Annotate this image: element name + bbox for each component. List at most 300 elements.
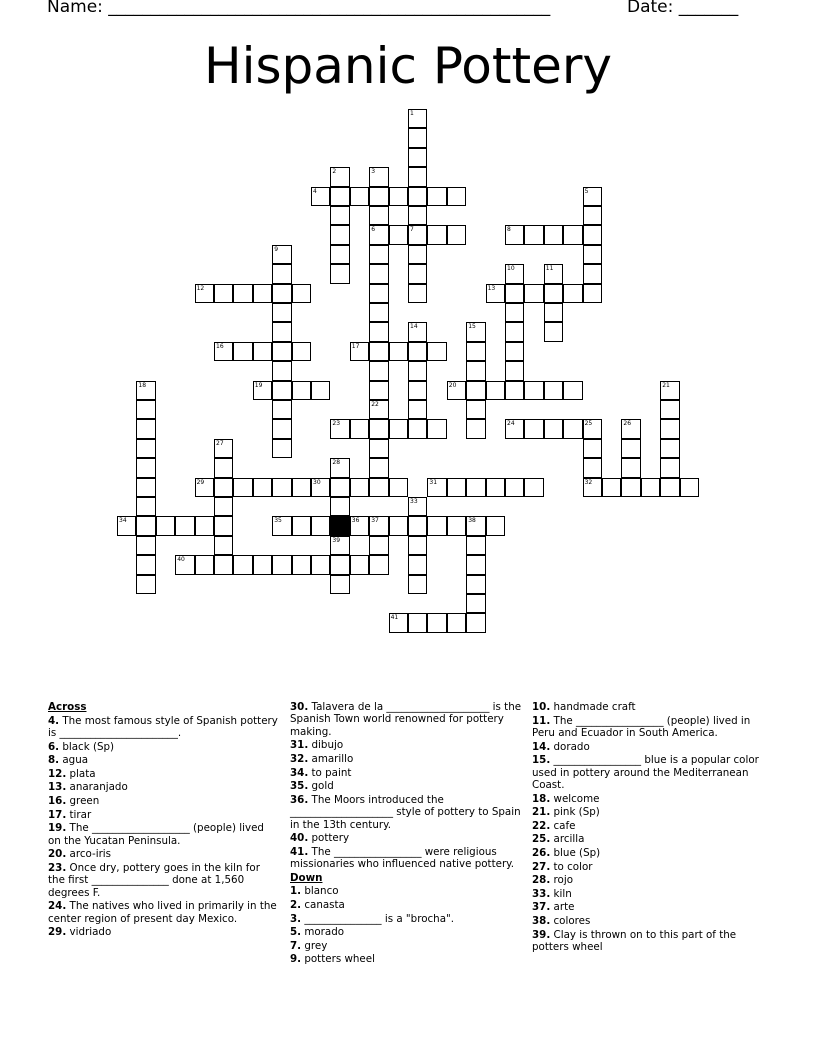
clue-item — [290, 753, 522, 765]
crossword-cell[interactable] — [136, 439, 155, 458]
crossword-cell[interactable] — [350, 555, 369, 574]
crossword-cell[interactable] — [544, 284, 563, 303]
crossword-cell[interactable] — [660, 419, 679, 438]
crossword-cell[interactable] — [389, 342, 408, 361]
crossword-cell[interactable] — [195, 478, 214, 497]
crossword-cell[interactable] — [408, 342, 427, 361]
crossword-cell[interactable] — [253, 381, 272, 400]
clue-item-number: 35. — [290, 780, 309, 793]
crossword-cell[interactable] — [330, 458, 349, 477]
crossword-cell[interactable] — [389, 187, 408, 206]
crossword-cell[interactable] — [466, 381, 485, 400]
crossword-cell[interactable] — [466, 594, 485, 613]
crossword-cell[interactable] — [408, 322, 427, 341]
crossword-cell[interactable] — [486, 284, 505, 303]
crossword-cell[interactable] — [330, 575, 349, 594]
crossword-cell[interactable] — [563, 284, 582, 303]
crossword-cell[interactable] — [583, 264, 602, 283]
crossword-cell[interactable] — [524, 419, 543, 438]
crossword-cell[interactable] — [621, 439, 640, 458]
crossword-cell[interactable] — [369, 400, 388, 419]
clue-item-text: The most famous style of Spanish pottery is _______________________. — [48, 714, 278, 739]
page-title: Hispanic Pottery — [204, 37, 612, 95]
crossword-cell[interactable] — [330, 245, 349, 264]
crossword-cell[interactable] — [136, 381, 155, 400]
crossword-cell[interactable] — [466, 516, 485, 535]
clue-item — [290, 953, 522, 965]
crossword-cell[interactable] — [369, 187, 388, 206]
crossword-cell[interactable] — [427, 225, 446, 244]
crossword-cell[interactable] — [505, 381, 524, 400]
crossword-cell[interactable] — [214, 555, 233, 574]
clue-number: 34 — [119, 517, 127, 525]
crossword-cell[interactable] — [136, 458, 155, 477]
crossword-cell[interactable] — [408, 497, 427, 516]
crossword-cell[interactable] — [195, 516, 214, 535]
crossword-cell[interactable] — [544, 225, 563, 244]
crossword-cell[interactable] — [583, 245, 602, 264]
clue-item-text: pottery — [308, 832, 350, 845]
crossword-cell[interactable] — [563, 381, 582, 400]
crossword-cell[interactable] — [369, 381, 388, 400]
crossword-cell[interactable] — [427, 187, 446, 206]
crossword-cell[interactable] — [408, 400, 427, 419]
crossword-cell[interactable] — [583, 439, 602, 458]
crossword-cell[interactable] — [330, 555, 349, 574]
clue-item-number: 28. — [532, 874, 551, 887]
crossword-cell[interactable] — [272, 245, 291, 264]
crossword-cell[interactable] — [272, 381, 291, 400]
crossword-cell[interactable] — [272, 400, 291, 419]
crossword-cell[interactable] — [330, 225, 349, 244]
crossword-cell[interactable] — [505, 322, 524, 341]
crossword-cell[interactable] — [311, 478, 330, 497]
crossword-cell[interactable] — [233, 284, 252, 303]
crossword-cell[interactable] — [311, 516, 330, 535]
crossword-cell[interactable] — [544, 303, 563, 322]
clue-number: 13 — [487, 284, 496, 292]
crossword-cell[interactable] — [408, 187, 427, 206]
crossword-cell[interactable] — [369, 419, 388, 438]
crossword-cell[interactable] — [292, 516, 311, 535]
crossword-cell[interactable] — [466, 400, 485, 419]
clue-item — [290, 885, 522, 897]
crossword-cell[interactable] — [408, 613, 427, 632]
clue-item-text: canasta — [301, 898, 345, 911]
crossword-cell[interactable] — [156, 516, 175, 535]
crossword-cell[interactable] — [427, 419, 446, 438]
crossword-cell[interactable] — [136, 516, 155, 535]
crossword-cell[interactable] — [233, 555, 252, 574]
crossword-cell[interactable] — [602, 478, 621, 497]
clue-number: 16 — [216, 342, 224, 350]
crossword-cell[interactable] — [330, 264, 349, 283]
crossword-cell[interactable] — [524, 381, 543, 400]
clue-item-text: colores — [550, 914, 591, 927]
clue-item-number: 41. — [290, 845, 309, 858]
crossword-cell[interactable] — [505, 419, 524, 438]
crossword-cell[interactable] — [195, 555, 214, 574]
crossword-cell[interactable] — [136, 536, 155, 555]
crossword-cell[interactable] — [408, 381, 427, 400]
crossword-cell[interactable] — [583, 225, 602, 244]
crossword-cell[interactable] — [136, 555, 155, 574]
crossword-cell[interactable] — [272, 342, 291, 361]
clue-item-number: 30. — [290, 701, 309, 713]
crossword-cell[interactable] — [447, 381, 466, 400]
clue-column-1 — [48, 701, 280, 940]
clue-item-text: anaranjado — [66, 781, 128, 794]
crossword-cell[interactable] — [369, 478, 388, 497]
clue-item — [48, 741, 280, 753]
crossword-cell[interactable] — [272, 439, 291, 458]
crossword-cell[interactable] — [660, 439, 679, 458]
crossword-cell[interactable] — [253, 342, 272, 361]
clue-number: 25 — [584, 420, 593, 428]
crossword-cell[interactable] — [136, 400, 155, 419]
clue-item-text: tirar — [66, 808, 92, 821]
crossword-cell[interactable] — [292, 555, 311, 574]
clue-item — [290, 794, 522, 831]
clue-number: 21 — [662, 381, 670, 389]
crossword-cell[interactable] — [233, 342, 252, 361]
clue-item-text: arte — [550, 901, 575, 914]
clue-item-number: 16. — [48, 794, 67, 807]
crossword-cell[interactable] — [466, 575, 485, 594]
clue-number: 41 — [390, 614, 399, 622]
crossword-cell[interactable] — [272, 478, 291, 497]
clue-number: 33 — [410, 498, 418, 505]
crossword-cell[interactable] — [408, 284, 427, 303]
crossword-cell[interactable] — [117, 516, 136, 535]
crossword-cell[interactable] — [427, 613, 446, 632]
clue-number: 6 — [371, 226, 376, 234]
clue-item-text: The Moors introduced the ____________________ style of pottery to Spain in the 13th century. — [290, 793, 521, 831]
crossword-cell[interactable] — [660, 381, 679, 400]
crossword-cell[interactable] — [389, 478, 408, 497]
clue-item — [532, 888, 768, 900]
clue-item — [532, 754, 768, 791]
crossword-cell[interactable] — [350, 478, 369, 497]
crossword-cell[interactable] — [272, 361, 291, 380]
clue-item — [290, 739, 522, 751]
crossword-cell[interactable] — [486, 516, 505, 535]
crossword-cell[interactable] — [621, 458, 640, 477]
clue-item-number: 25. — [532, 833, 551, 846]
crossword-cell[interactable] — [369, 555, 388, 574]
clue-item-text: dorado — [550, 740, 590, 753]
crossword-cell[interactable] — [641, 478, 660, 497]
crossword-cell[interactable] — [369, 536, 388, 555]
crossword-cell[interactable] — [272, 264, 291, 283]
crossword-cell[interactable] — [466, 613, 485, 632]
crossword-cell[interactable] — [330, 187, 349, 206]
crossword-cell[interactable] — [563, 225, 582, 244]
crossword-cell[interactable] — [447, 187, 466, 206]
clue-number: 7 — [410, 226, 414, 234]
clue-item-number: 8. — [48, 754, 60, 767]
crossword-cell[interactable] — [369, 167, 388, 186]
crossword-cell[interactable] — [583, 206, 602, 225]
crossword-cell[interactable] — [195, 284, 214, 303]
clue-item-number: 29. — [48, 926, 67, 939]
crossword-cell[interactable] — [350, 342, 369, 361]
crossword-cell[interactable] — [253, 555, 272, 574]
clue-item-text: amarillo — [308, 753, 354, 765]
crossword-cell[interactable] — [350, 419, 369, 438]
clue-section-heading: Across — [48, 701, 87, 713]
clue-item-text: welcome — [550, 792, 600, 805]
crossword-cell[interactable] — [466, 361, 485, 380]
clue-item — [532, 820, 768, 832]
clue-item — [532, 701, 768, 713]
crossword-cell[interactable] — [466, 555, 485, 574]
crossword-cell[interactable] — [660, 458, 679, 477]
crossword-cell[interactable] — [486, 381, 505, 400]
clue-item — [290, 846, 522, 871]
crossword-cell[interactable] — [408, 245, 427, 264]
crossword-cell[interactable] — [408, 361, 427, 380]
crossword-cell[interactable] — [447, 613, 466, 632]
date-field-label: Date: _______ — [627, 0, 739, 17]
crossword-cell[interactable] — [427, 516, 446, 535]
crossword-cell[interactable] — [330, 536, 349, 555]
crossword-cell[interactable] — [311, 555, 330, 574]
clue-item-number: 4. — [48, 714, 60, 727]
crossword-cell[interactable] — [369, 361, 388, 380]
clue-item-number: 18. — [532, 792, 551, 805]
crossword-cell[interactable] — [311, 381, 330, 400]
crossword-cell[interactable] — [505, 478, 524, 497]
crossword-cell[interactable] — [524, 284, 543, 303]
clue-item-text: _________________ blue is a popular color used in pottery around the Mediterranean Coast. — [532, 754, 759, 791]
crossword-cell[interactable] — [583, 458, 602, 477]
crossword-cell[interactable] — [408, 516, 427, 535]
crossword-cell[interactable] — [214, 342, 233, 361]
clue-item-number: 13. — [48, 781, 67, 794]
clue-item-text: plata — [66, 767, 96, 780]
crossword-cell[interactable] — [369, 439, 388, 458]
clue-section-heading: Down — [290, 871, 323, 884]
clue-item — [532, 847, 768, 859]
crossword-cell[interactable] — [447, 225, 466, 244]
clue-item — [290, 701, 522, 738]
crossword-cell[interactable] — [524, 478, 543, 497]
crossword-cell[interactable] — [408, 167, 427, 186]
crossword-cell[interactable] — [408, 575, 427, 594]
crossword-cell[interactable] — [136, 497, 155, 516]
crossword-cell[interactable] — [214, 284, 233, 303]
crossword-cell[interactable] — [369, 284, 388, 303]
crossword-cell[interactable] — [583, 284, 602, 303]
crossword-cell[interactable] — [408, 109, 427, 128]
crossword-cell[interactable] — [136, 575, 155, 594]
crossword-cell[interactable] — [660, 400, 679, 419]
crossword-cell[interactable] — [583, 187, 602, 206]
crossword-cell[interactable] — [389, 613, 408, 632]
clue-item — [48, 795, 280, 807]
crossword-cell[interactable] — [621, 419, 640, 438]
clue-item-text: arcilla — [550, 833, 585, 846]
crossword-cell[interactable] — [408, 128, 427, 147]
crossword-cell[interactable] — [408, 148, 427, 167]
crossword-cell[interactable] — [447, 516, 466, 535]
crossword-cell[interactable] — [292, 381, 311, 400]
crossword-cell[interactable] — [680, 478, 699, 497]
crossword-cell[interactable] — [369, 245, 388, 264]
crossword-cell[interactable] — [350, 516, 369, 535]
crossword-cell[interactable] — [369, 225, 388, 244]
clue-item-number: 37. — [532, 901, 551, 914]
clue-number: 3 — [371, 168, 376, 176]
clue-item-text: arco-iris — [66, 848, 112, 861]
clue-item-number: 36. — [290, 793, 309, 806]
crossword-cell[interactable] — [505, 361, 524, 380]
crossword-cell[interactable] — [486, 478, 505, 497]
clue-number: 35 — [274, 517, 282, 525]
crossword-cell[interactable] — [466, 478, 485, 497]
crossword-cell[interactable] — [466, 322, 485, 341]
crossword-cell[interactable] — [311, 187, 330, 206]
clue-number: 19 — [254, 381, 263, 389]
crossword-cell[interactable] — [369, 206, 388, 225]
clue-item-text: dibujo — [308, 739, 344, 752]
crossword-cell[interactable] — [544, 264, 563, 283]
clue-item — [48, 781, 280, 793]
crossword-cell[interactable] — [272, 322, 291, 341]
crossword-cell[interactable] — [408, 536, 427, 555]
crossword-cell[interactable] — [272, 284, 291, 303]
crossword-cell[interactable] — [466, 342, 485, 361]
crossword-cell[interactable] — [505, 284, 524, 303]
crossword-cell[interactable] — [505, 342, 524, 361]
crossword-cell[interactable] — [330, 419, 349, 438]
crossword-cell[interactable] — [389, 419, 408, 438]
crossword-cell[interactable] — [408, 555, 427, 574]
crossword-cell[interactable] — [214, 536, 233, 555]
crossword-cell[interactable] — [272, 516, 291, 535]
crossword-cell[interactable] — [136, 478, 155, 497]
crossword-cell[interactable] — [466, 536, 485, 555]
crossword-cell[interactable] — [544, 381, 563, 400]
crossword-cell[interactable] — [214, 516, 233, 535]
crossword-cell[interactable] — [330, 497, 349, 516]
crossword-cell[interactable] — [330, 206, 349, 225]
crossword-cell[interactable] — [524, 225, 543, 244]
clue-number: 20 — [448, 381, 457, 389]
clue-item-number: 7. — [290, 939, 302, 952]
crossword-cell[interactable] — [621, 478, 640, 497]
crossword-cell[interactable] — [214, 497, 233, 516]
clue-column-3 — [532, 701, 768, 955]
crossword-cell[interactable] — [272, 303, 291, 322]
clue-item — [532, 929, 768, 954]
crossword-cell[interactable] — [214, 439, 233, 458]
clue-item — [532, 861, 768, 873]
crossword-cell[interactable] — [466, 419, 485, 438]
clue-item-number: 3. — [290, 912, 302, 925]
crossword-cell[interactable] — [253, 478, 272, 497]
clue-item-text: vidriado — [66, 926, 112, 939]
clue-number: 4 — [313, 187, 317, 195]
crossword-cell[interactable] — [389, 225, 408, 244]
crossword-cell[interactable] — [369, 264, 388, 283]
clue-item — [290, 767, 522, 779]
clue-item-text: gold — [308, 780, 334, 793]
crossword-cell[interactable] — [505, 303, 524, 322]
crossword-cell[interactable] — [175, 555, 194, 574]
clue-item — [290, 940, 522, 952]
clue-number: 30 — [313, 478, 321, 486]
crossword-cell[interactable] — [583, 419, 602, 438]
clue-item-number: 1. — [290, 885, 302, 898]
crossword-cell[interactable] — [272, 555, 291, 574]
crossword-cell[interactable] — [563, 419, 582, 438]
crossword-cell[interactable] — [330, 167, 349, 186]
crossword-cell[interactable] — [272, 419, 291, 438]
clue-item-text: to paint — [308, 766, 352, 779]
clue-item — [48, 926, 280, 938]
crossword-cell[interactable] — [369, 303, 388, 322]
clue-item-text: to color — [550, 860, 593, 873]
clue-item — [532, 715, 768, 740]
crossword-cell[interactable] — [292, 342, 311, 361]
clue-item-number: 24. — [48, 900, 67, 913]
crossword-cell[interactable] — [544, 322, 563, 341]
clue-item-text: The ___________________ (people) lived on the Yucatan Peninsula. — [48, 822, 264, 847]
crossword-cell[interactable] — [292, 284, 311, 303]
clue-item-text: Clay is thrown on to this part of the potters wheel — [532, 928, 737, 953]
clue-item-number: 31. — [290, 739, 309, 752]
crossword-cell[interactable] — [389, 516, 408, 535]
crossword-cell[interactable] — [583, 478, 602, 497]
crossword-cell[interactable] — [214, 458, 233, 477]
crossword-cell[interactable] — [292, 478, 311, 497]
crossword-cell[interactable] — [408, 206, 427, 225]
clue-number: 22 — [371, 401, 379, 408]
crossword-black-cell — [330, 516, 349, 535]
crossword-cell[interactable] — [427, 478, 446, 497]
crossword-cell[interactable] — [369, 516, 388, 535]
crossword-cell[interactable] — [233, 478, 252, 497]
clue-item-number: 2. — [290, 898, 302, 911]
crossword-cell[interactable] — [427, 342, 446, 361]
crossword-cell[interactable] — [660, 478, 679, 497]
crossword-cell[interactable] — [505, 225, 524, 244]
crossword-cell[interactable] — [544, 419, 563, 438]
clue-number: 37 — [371, 517, 379, 525]
clue-item — [290, 926, 522, 938]
crossword-cell[interactable] — [175, 516, 194, 535]
crossword-cell[interactable] — [350, 187, 369, 206]
clue-item-number: 33. — [532, 887, 551, 900]
crossword-cell[interactable] — [369, 322, 388, 341]
crossword-cell[interactable] — [505, 264, 524, 283]
crossword-cell[interactable] — [408, 264, 427, 283]
clue-item-text: The _________________ were religious missionaries who influenced native pottery. — [290, 845, 515, 871]
crossword-cell[interactable] — [408, 225, 427, 244]
crossword-cell[interactable] — [214, 478, 233, 497]
crossword-cell[interactable] — [408, 419, 427, 438]
clue-number: 12 — [196, 284, 205, 292]
crossword-cell[interactable] — [253, 284, 272, 303]
crossword-cell[interactable] — [369, 458, 388, 477]
crossword-cell[interactable] — [369, 342, 388, 361]
crossword-cell[interactable] — [330, 478, 349, 497]
crossword-cell[interactable] — [447, 478, 466, 497]
clue-item-text: _______________ is a "brocha". — [301, 912, 455, 925]
crossword-cell[interactable] — [136, 419, 155, 438]
